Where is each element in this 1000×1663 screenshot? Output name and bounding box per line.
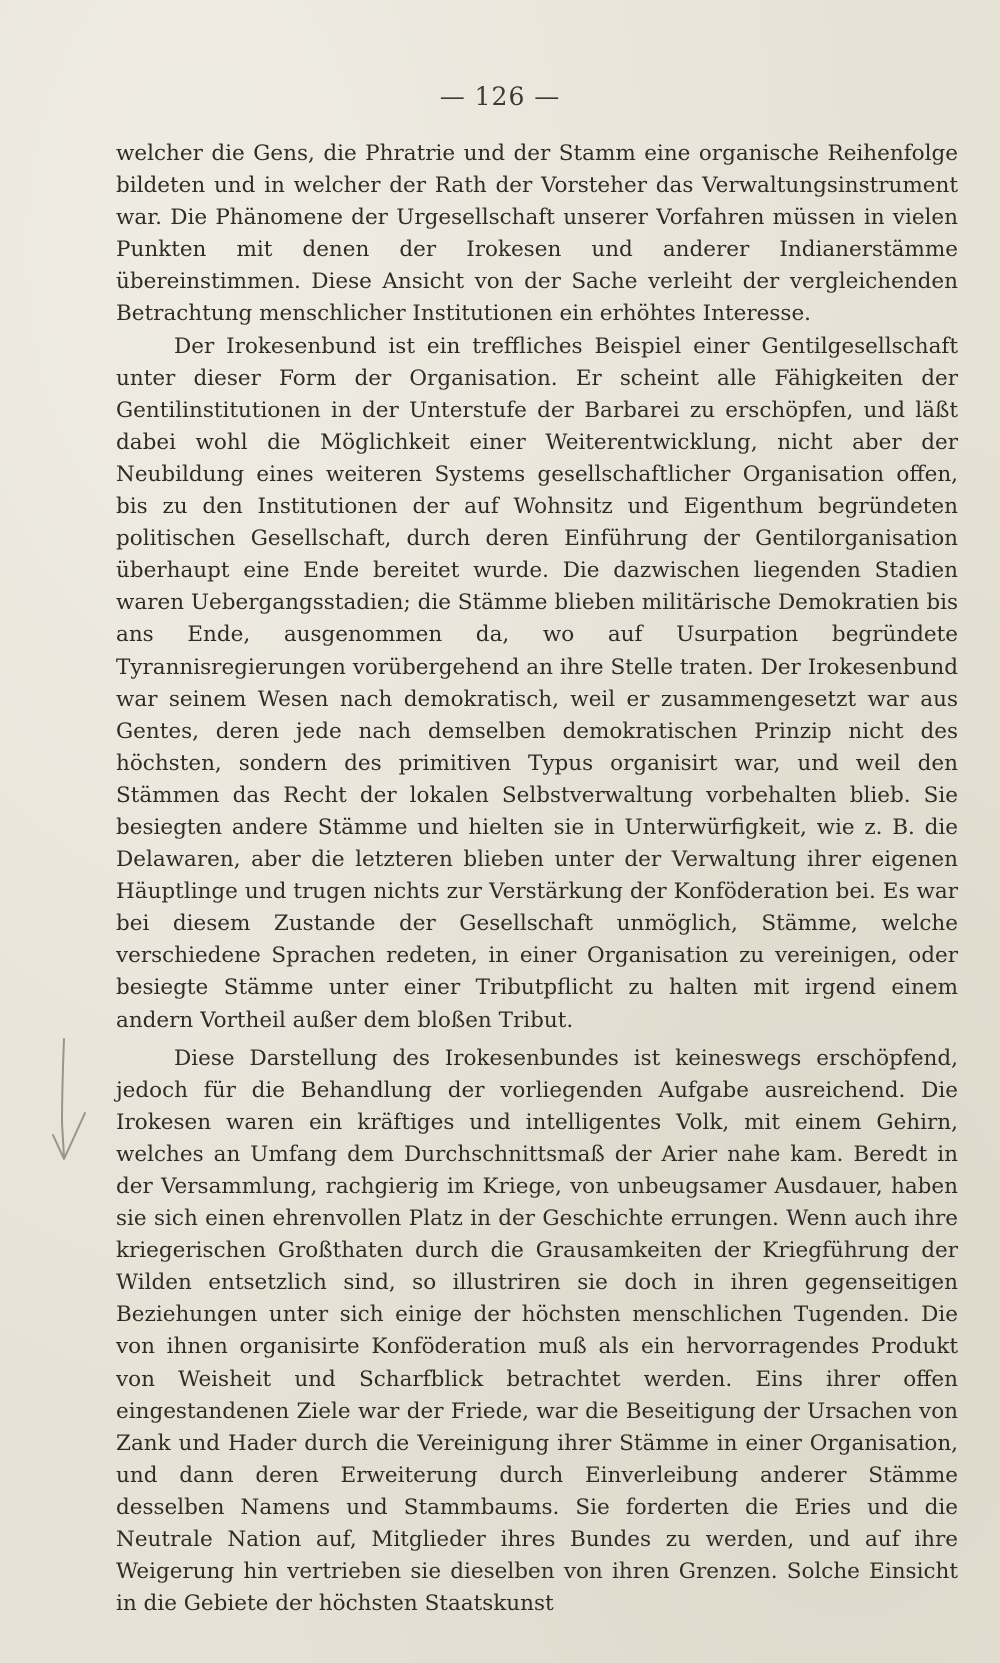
paragraph-3: Diese Darstellung des Irokesenbundes ist keineswegs erschöpfend, jedoch für die Behandlung der vorliegenden Aufgabe ausreichend. Die Irokesen waren ein kräftiges und intelligentes Volk, mit einem Gehirn, welches an Umfang dem Durchschnittsmaß der Arier nahe kam. Beredt in der Versammlung, rachgierig im Kriege, von unbeugsamer Ausdauer, haben sie sich einen ehrenvollen Platz in der Geschichte errungen. Wenn auch ihre kriegerischen Großthaten durch die Grausamkeiten der Kriegführung der Wilden entsetzlich sind, so illustriren sie doch in ihren gegenseitigen Beziehungen unter sich einige der höchsten menschlichen Tugenden. Die von ihnen organisirte Konföderation muß als ein hervorragendes Produkt von Weisheit und Scharfblick betrachtet werden. Eins ihrer offen eingestandenen Ziele war der Friede, war die Beseitigung der Ursachen von Zank und Hader durch die Vereinigung ihrer Stämme in einer Organisation, und dann deren Erweiterung durch Einverleibung anderer Stämme desselben Namens und Stammbaums. Sie forderten die Eries und die Neutrale Nation auf, Mitglieder ihres Bundes zu werden, und auf ihre Weigerung hin vertrieben sie dieselben von ihren Grenzen. Solche Einsicht in die Gebiete der höchsten Staatskunst	[116, 1045, 958, 1617]
page-number: — 126 —	[439, 82, 561, 111]
paragraph-2: Der Irokesenbund ist ein treffliches Beispiel einer Gentilgesellschaft unter dieser Form der Organisation. Er scheint alle Fähigkeiten der Gentilinstitutionen in der Unterstufe der Barbarei zu erschöpfen, und läßt dabei wohl die Möglichkeit einer Weiterentwicklung, nicht aber der Neubildung eines weiteren Systems gesellschaftlicher Organisation offen, bis zu den Institutionen der auf Wohnsitz und Eigenthum begründeten politischen Gesellschaft, durch deren Einführung der Gentilorganisation überhaupt eine Ende bereitet wurde. Die dazwischen liegenden Stadien waren Uebergangsstadien; die Stämme blieben militärische Demokratien bis ans Ende, ausgenommen da, wo auf Usurpation begründete Tyrannisregierungen vorübergehend an ihre Stelle traten. Der Irokesenbund war seinem Wesen nach demokratisch, weil er zusammengesetzt war aus Gentes, deren jede nach demselben demokratischen Prinzip nicht des höchsten, sondern des primitiven Typus organisirt war, und weil den Stämmen das Recht der lokalen Selbstverwaltung vorbehalten blieb. Sie besiegten andere Stämme und hielten sie in Unterwürfigkeit, wie z. B. die Delawaren, aber die letzteren blieben unter der Verwaltung ihrer eigenen Häuptlinge und trugen nichts zur Verstärkung der Konföderation bei. Es war bei diesem Zustande der Gesellschaft unmöglich, Stämme, welche verschiedene Sprachen redeten, in einer Organisation zu vereinigen, oder besiegte Stämme unter einer Tributpflicht zu halten mit irgend einem andern Vortheil außer dem bloßen Tribut.	[116, 333, 958, 1033]
body-text	[116, 138, 958, 1620]
paragraph-1: welcher die Gens, die Phratrie und der Stamm eine organische Reihenfolge bildeten und in welcher der Rath der Vorsteher das Verwaltungsinstrument war. Die Phänomene der Urgesellschaft unserer Vorfahren müssen in vielen Punkten mit denen der Irokesen und anderer Indianerstämme übereinstimmen. Diese Ansicht von der Sache verleiht der vergleichenden Betrachtung menschlicher Institutionen ein erhöhtes Interesse.	[116, 141, 958, 327]
pencil-down-arrow-icon	[50, 1035, 100, 1165]
